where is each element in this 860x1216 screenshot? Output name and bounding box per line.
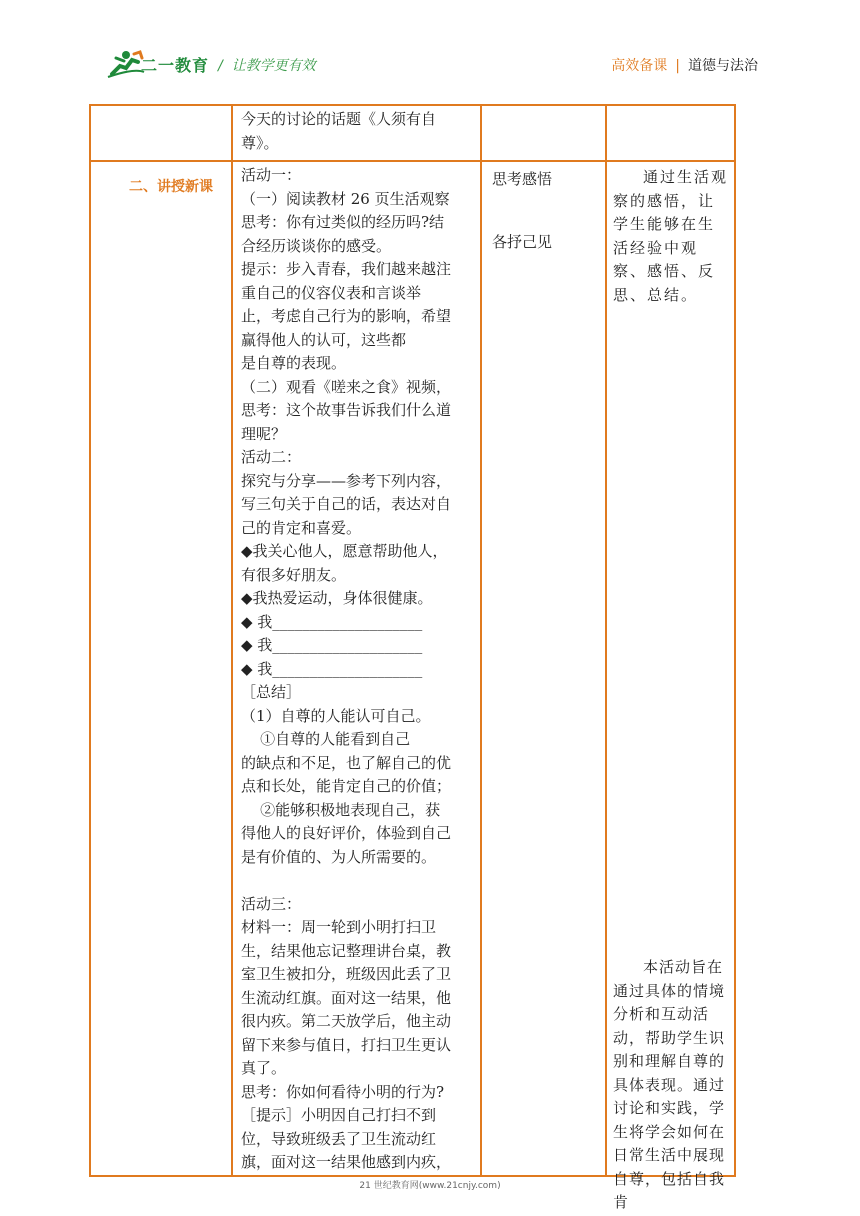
design-intent-1: 通过生活观察的感悟，让学生能够在生活经验中观察、感悟、反思、总结。 bbox=[613, 168, 729, 304]
header-right: 高效备课 | 道德与法治 bbox=[611, 58, 758, 74]
logo-text: 二一教育 bbox=[141, 56, 210, 75]
table-cell-step bbox=[90, 105, 232, 161]
activity-content: 活动一： （一）阅读教材 26 页生活观察 思考：你有过类似的经历吗?结 合经历谈谈你的感受。 提示：步入青春，我们越来越注 重自己的仪容仪表和言谈举 止，考虑自己行为的影响，希望 赢得他人的认可，这些都 是自尊的表现。 （二）观看《嗟来之食》视频， 思考：这个故事告诉我们什么道 理呢？ 活动二： 探究与分享——参考下列内容， 写三句关于自己的话，表达对自 己的肯定和喜爱。 ◆我关心他人，愿意帮助他人， 有很多好朋友。 ◆我热爱运动，身体很健康。 ◆ 我____________________ ◆ 我____________________ ◆ 我____________________ ［总结］ （1）自尊的人能认可自己。 ①自尊的人能看到自己 的缺点和不足，也了解自己的优 点和长处，能肯定自己的价值； ②能够积极地表现自己，获 得他人的良好评价，体验到自己 是有价值的、为人所需要的。 活动三： 材料一：周一轮到小明打扫卫 生，结果他忘记整理讲台桌，教 室卫生被扣分，班级因此丢了卫 生流动红旗。面对这一结果，他 很内疚。第二天放学后，他主动 留下来参与值日，打扫卫生更认 真了。 思考：你如何看待小明的行为? ［提示］小明因自己打扫不到 位，导致班级丢了卫生流动红 旗，面对这一结果他感到内疚， bbox=[241, 166, 452, 1171]
page-footer: 21 世纪教育网(www.21cnjy.com) bbox=[359, 1181, 501, 1191]
table-row bbox=[90, 161, 735, 1176]
course-label: 高效备课 bbox=[611, 58, 668, 74]
table-cell-student bbox=[481, 105, 606, 161]
table-cell-step bbox=[90, 161, 232, 1176]
table-row bbox=[90, 105, 735, 161]
table-cell-content: 今天的讨论的话题《人须有自 尊》。 bbox=[232, 105, 481, 161]
subject-label: 道德与法治 bbox=[688, 58, 758, 74]
design-intent-2: 本活动旨在通过具体的情境分析和互动活动，帮助学生识别和理解自尊的具体表现。通过讨论和实践，学生将学会如何在日常生活中展现自尊，包括自我肯 bbox=[613, 958, 726, 1211]
page-header bbox=[0, 0, 860, 90]
table-cell-intent bbox=[606, 105, 735, 161]
student-activity-1: 思考感悟 bbox=[492, 170, 553, 188]
table-cell-intent bbox=[606, 161, 735, 1211]
slogan: / 让教学更有效 bbox=[218, 58, 316, 74]
student-activity-2: 各抒己见 bbox=[492, 233, 553, 251]
table-cell-student bbox=[481, 161, 606, 1176]
step-title: 二、讲授新课 bbox=[129, 179, 213, 195]
table-cell-content bbox=[232, 161, 481, 1176]
